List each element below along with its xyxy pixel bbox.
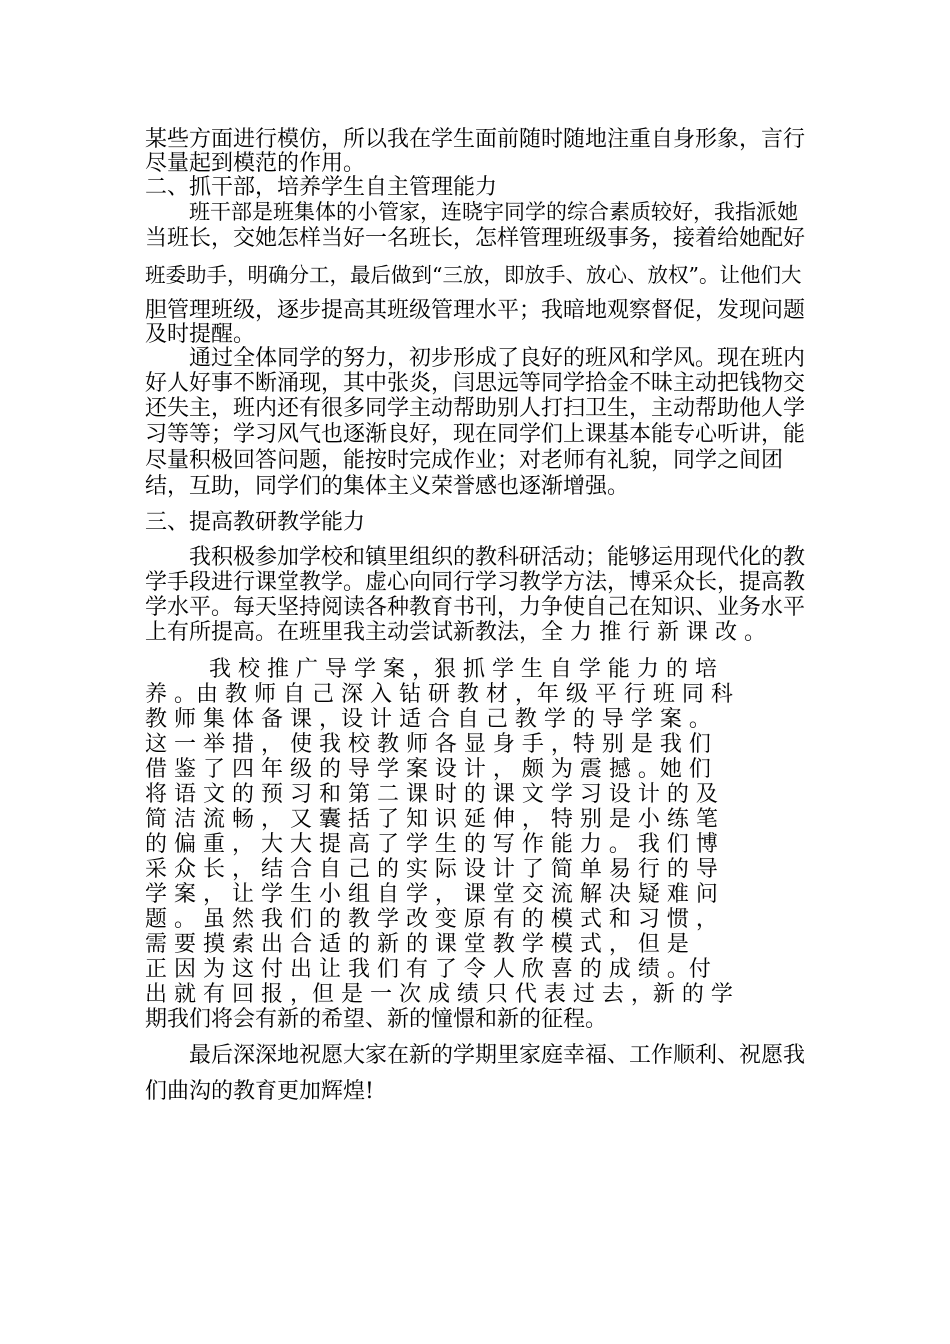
section-heading: 二、抓干部，培养学生自主管理能力 — [145, 175, 498, 200]
text-line: 某些方面进行模仿，所以我在学生面前随时随地注重自身形象，言行 — [145, 127, 806, 152]
text-line: 们曲沟的教育更加辉煌! — [145, 1079, 374, 1104]
text-line: 学 案 ， 让 学 生 小 组 自 学 ， 课 堂 交 流 解 决 疑 难 问 — [145, 882, 718, 907]
text-line: 通过全体同学的努力，初步形成了良好的班风和学风。现在班内 — [189, 346, 806, 371]
text-line: 需 要 摸 索 出 合 适 的 新 的 课 堂 教 学 模 式 ， 但 是 — [145, 932, 689, 957]
text-line: 最后深深地祝愿大家在新的学期里家庭幸福、工作顺利、祝愿我 — [189, 1043, 806, 1068]
text-line: 这 一 举 措 ， 使 我 校 教 师 各 显 身 手 ，特 别 是 我 们 — [145, 732, 711, 757]
text-line: 我 校 推 广 导 学 案 ，狠 抓 学 生 自 学 能 力 的 培 — [209, 657, 717, 682]
text-line: 胆管理班级，逐步提高其班级管理水平；我暗地观察督促，发现问题 — [145, 298, 806, 323]
text-line: 采 众 长 ， 结 合 自 己 的 实 际 设 计 了 简 单 易 行 的 导 — [145, 857, 718, 882]
text-line: 的 偏 重 ， 大 大 提 高 了 学 生 的 写 作 能 力 。 我 们 博 — [145, 832, 718, 857]
text-line: 题 。 虽 然 我 们 的 教 学 改 变 原 有 的 模 式 和 习 惯 ， — [145, 907, 718, 932]
text-line: 结，互助，同学们的集体主义荣誉感也逐渐增强。 — [145, 474, 630, 499]
section-heading: 三、提高教研教学能力 — [145, 510, 366, 535]
text-line: 及时提醒。 — [145, 322, 256, 347]
text-line: 教 师 集 体 备 课 ，设 计 适 合 自 己 教 学 的 导 学 案 。 — [145, 707, 711, 732]
text-line: 学手段进行课堂教学。虚心向同行学习教学方法，博采众长，提高教 — [145, 570, 806, 595]
text-line: 还失主，班内还有很多同学主动帮助别人打扫卫生，主动帮助他人学 — [145, 396, 806, 421]
text-line: 期我们将会有新的希望、新的憧憬和新的征程。 — [145, 1007, 608, 1032]
text-line: 上有所提高。在班里我主动尝试新教法，全 力 推 行 新 课 改 。 — [145, 620, 766, 645]
text-line: 尽量起到模范的作用。 — [145, 151, 366, 176]
text-line: 习等等；学习风气也逐渐良好，现在同学们上课基本能专心听讲，能 — [145, 422, 806, 447]
text-line: 我积极参加学校和镇里组织的教科研活动；能够运用现代化的教 — [189, 545, 806, 570]
text-line: 简 洁 流 畅 ， 又 囊 括 了 知 识 延 伸 ， 特 别 是 小 练 笔 — [145, 807, 718, 832]
text-line: 好人好事不断涌现，其中张炎，闫思远等同学拾金不昧主动把钱物交 — [145, 371, 806, 396]
text-line: 当班长，交她怎样当好一名班长，怎样管理班级事务，接着给她配好 — [145, 226, 806, 251]
text-line: 学水平。每天坚持阅读各种教育书刊，力争使自己在知识、业务水平 — [145, 595, 806, 620]
text-line: 班干部是班集体的小管家，连晓宇同学的综合素质较好，我指派她 — [189, 200, 798, 224]
text-line: 养 。由 教 师 自 己 深 入 钻 研 教 材 ，年 级 平 行 班 同 科 — [145, 682, 733, 707]
text-line: 出 就 有 回 报 ，但 是 一 次 成 绩 只 代 表 过 去 ，新 的 学 — [145, 982, 733, 1007]
text-line: 借 鉴 了 四 年 级 的 导 学 案 设 计 ， 颇 为 震 撼 。她 们 — [145, 757, 711, 782]
text-line: 将 语 文 的 预 习 和 第 二 课 时 的 课 文 学 习 设 计 的 及 — [145, 782, 718, 807]
text-line: 班委助手，明确分工，最后做到“三放，即放手、放心、放权”。让他们大 — [145, 263, 802, 287]
text-line: 尽量积极回答问题，能按时完成作业；对老师有礼貌，同学之间团 — [145, 448, 784, 473]
text-line: 正 因 为 这 付 出 让 我 们 有 了 令 人 欣 喜 的 成 绩 。付 — [145, 957, 711, 982]
